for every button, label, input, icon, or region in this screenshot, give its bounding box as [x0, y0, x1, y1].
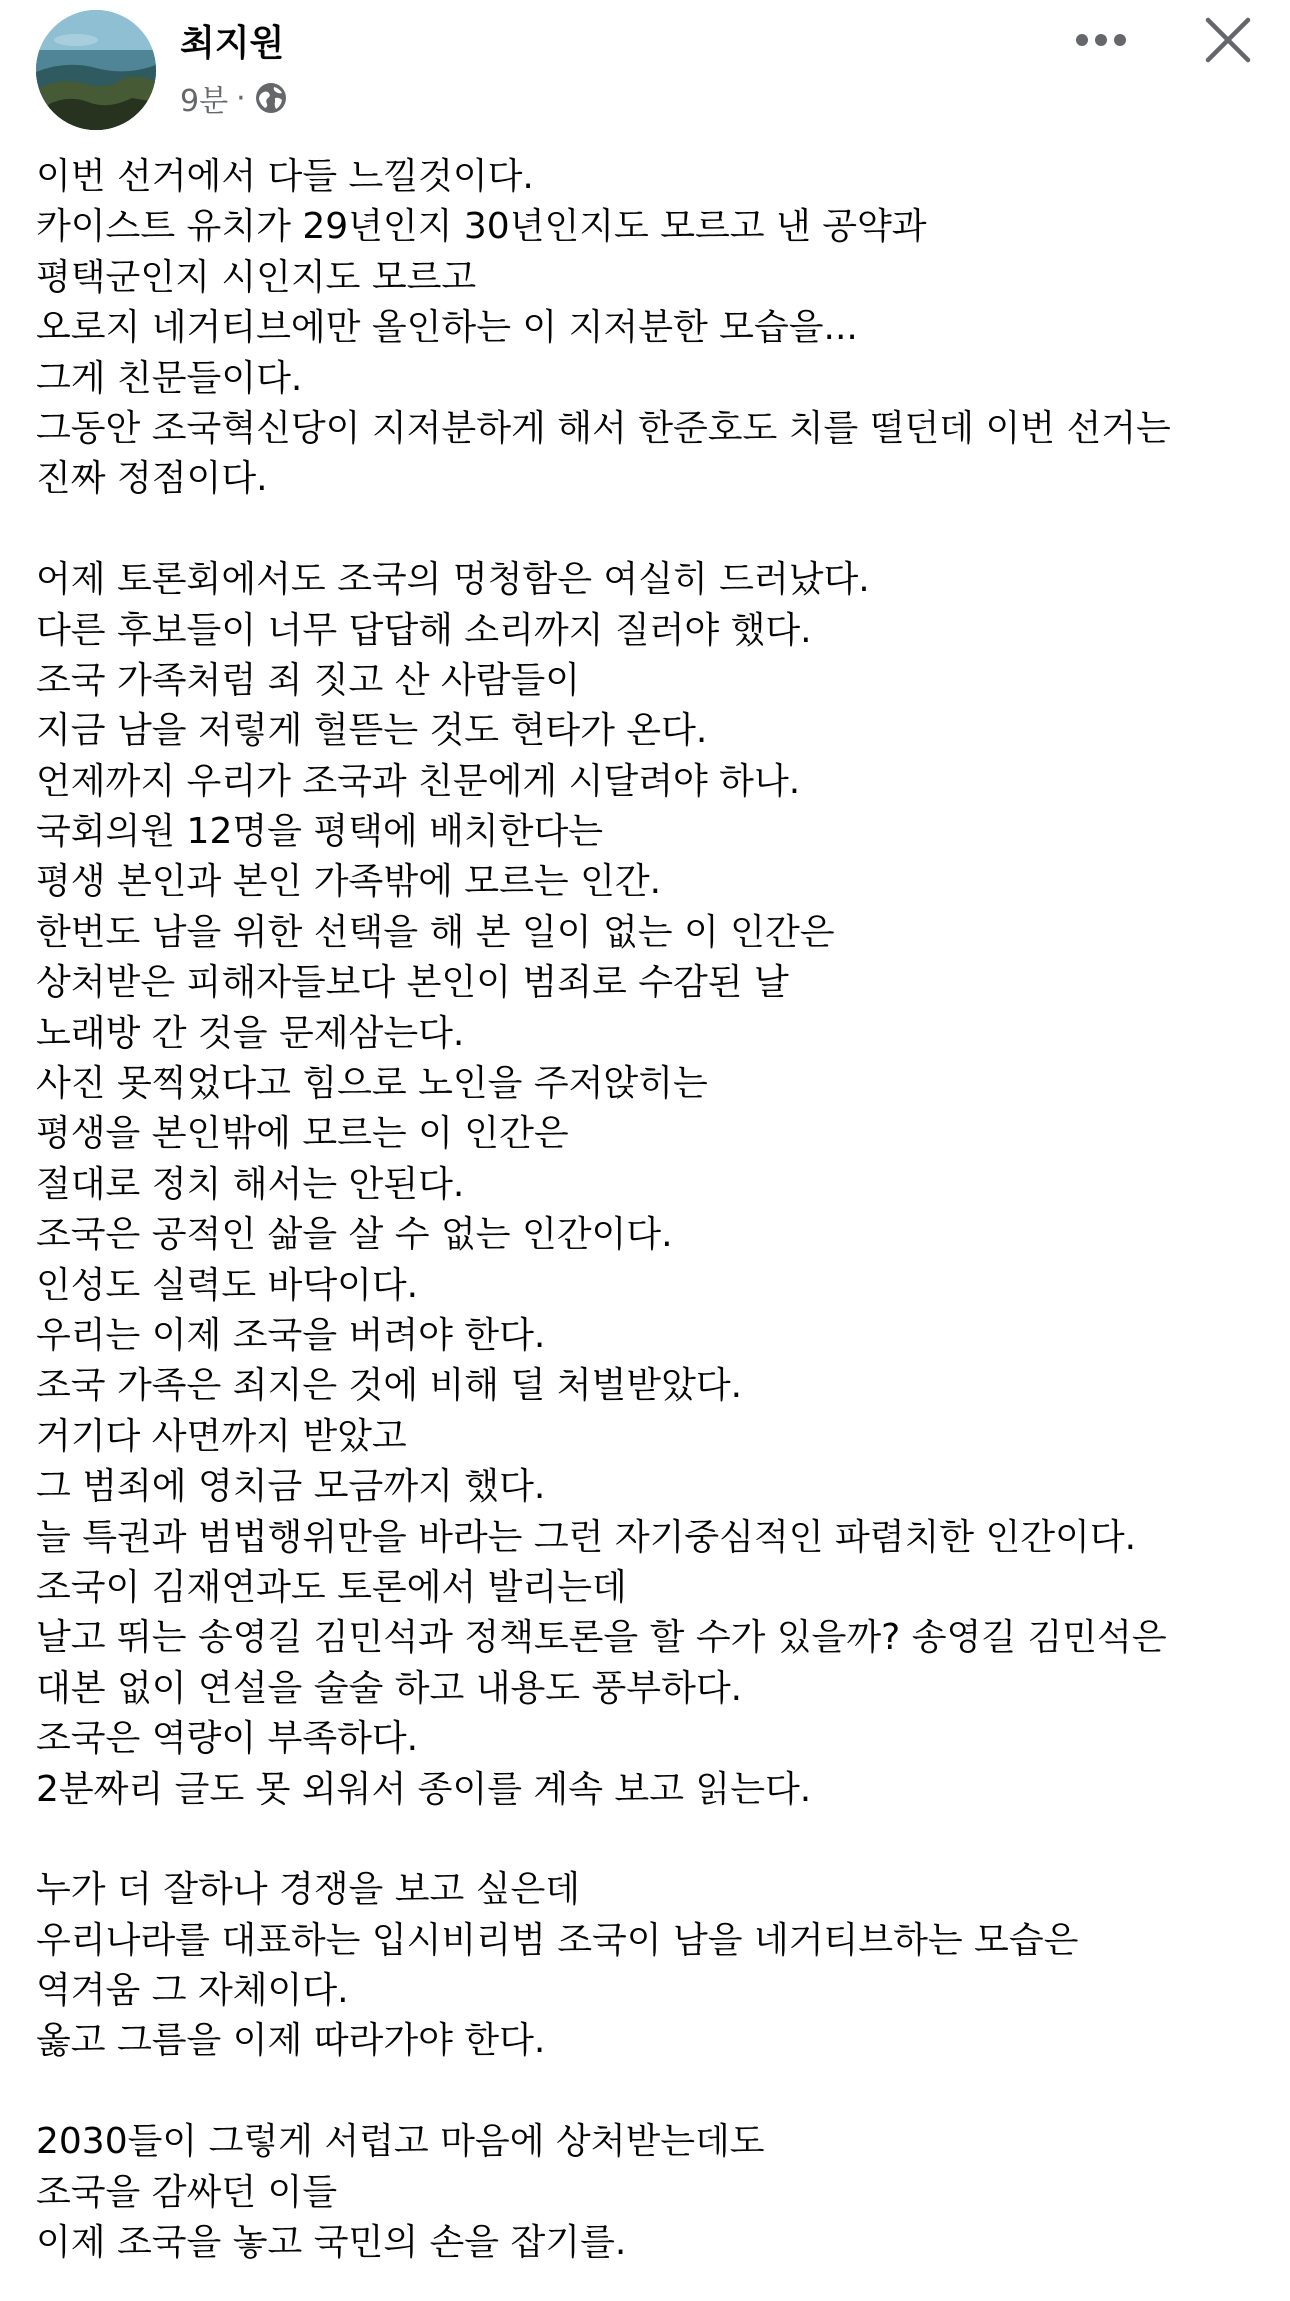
more-horizontal-icon[interactable] — [1066, 18, 1136, 62]
close-icon[interactable] — [1200, 12, 1256, 68]
post-line: 대본 없이 연설을 술술 하고 내용도 풍부하다. — [36, 1667, 743, 1709]
post-line: 노래방 간 것을 문제삼는다. — [36, 1012, 465, 1054]
post-line: 조국 가족은 죄지은 것에 비해 덜 처벌받았다. — [36, 1365, 743, 1407]
post-line: 다른 후보들이 너무 답답해 소리까지 질러야 했다. — [36, 609, 812, 651]
post-line: 인성도 실력도 바닥이다. — [36, 1264, 419, 1306]
post-line: 누가 더 잘하나 경쟁을 보고 싶은데 — [36, 1869, 581, 1911]
post-line: 진짜 정점이다. — [36, 458, 268, 500]
post-line: 2분짜리 글도 못 외워서 종이를 계속 보고 읽는다. — [36, 1768, 812, 1810]
post-line: 역겨움 그 자체이다. — [36, 1970, 349, 2012]
post-line: 우리나라를 대표하는 입시비리범 조국이 남을 네거티브하는 모습은 — [36, 1919, 1079, 1961]
post-line: 평택군인지 시인지도 모르고 — [36, 256, 477, 298]
post-line: 오로지 네거티브에만 올인하는 이 지저분한 모습을... — [36, 307, 858, 349]
post-line: 조국은 역량이 부족하다. — [36, 1718, 419, 1760]
author-avatar[interactable] — [36, 10, 156, 130]
post-line: 국회의원 12명을 평택에 배치한다는 — [36, 811, 604, 853]
post-line: 평생을 본인밖에 모르는 이 인간은 — [36, 1113, 569, 1155]
post-line: 절대로 정치 해서는 안된다. — [36, 1163, 465, 1205]
post-text — [36, 152, 1266, 2268]
post-meta — [180, 78, 288, 118]
post-line: 평생 본인과 본인 가족밖에 모르는 인간. — [36, 861, 662, 903]
post-line: 거기다 사면까지 받았고 — [36, 1415, 407, 1457]
avatar-photo-icon — [36, 10, 156, 130]
post-line: 상처받은 피해자들보다 본인이 범죄로 수감된 날 — [36, 962, 789, 1004]
post-line: 어제 토론회에서도 조국의 멍청함은 여실히 드러났다. — [36, 559, 870, 601]
post-line: 그동안 조국혁신당이 지저분하게 해서 한준호도 치를 떨던데 이번 선거는 — [36, 407, 1171, 449]
post-blank-line — [36, 505, 1266, 555]
post-time[interactable]: 9분 — [180, 84, 229, 119]
post-line: 옳고 그름을 이제 따라가야 한다. — [36, 2020, 546, 2062]
post-line: 그게 친문들이다. — [36, 357, 303, 399]
post-blank-line — [36, 2067, 1266, 2117]
post-line: 날고 뛰는 송영길 김민석과 정책토론을 할 수가 있을까? 송영길 김민석은 — [36, 1617, 1167, 1659]
post-line: 한번도 남을 위한 선택을 해 본 일이 없는 이 인간은 — [36, 911, 835, 953]
globe-icon — [254, 81, 288, 115]
post-line: 조국은 공적인 삶을 살 수 없는 인간이다. — [36, 1214, 673, 1256]
post-line: 이제 조국을 놓고 국민의 손을 잡기를. — [36, 2222, 627, 2264]
post-line: 늘 특권과 범법행위만을 바라는 그런 자기중심적인 파렴치한 인간이다. — [36, 1516, 1137, 1558]
post-line: 사진 못찍었다고 힘으로 노인을 주저앉히는 — [36, 1063, 708, 1105]
post-line: 지금 남을 저렇게 헐뜯는 것도 현타가 온다. — [36, 710, 708, 752]
post-line: 조국이 김재연과도 토론에서 발리는데 — [36, 1566, 627, 1608]
post-line: 카이스트 유치가 29년인지 30년인지도 모르고 낸 공약과 — [36, 206, 927, 248]
author-name[interactable]: 최지원 — [180, 23, 285, 64]
post-line: 언제까지 우리가 조국과 친문에게 시달려야 하나. — [36, 760, 801, 802]
post-line: 조국 가족처럼 죄 짓고 산 사람들이 — [36, 659, 581, 701]
meta-separator: · — [236, 80, 246, 116]
post-line: 2030들이 그렇게 서럽고 마음에 상처받는데도 — [36, 2121, 765, 2163]
post-header — [0, 0, 1290, 140]
post-blank-line — [36, 1815, 1266, 1865]
post-line: 이번 선거에서 다들 느낄것이다. — [36, 156, 534, 197]
post-line: 그 범죄에 영치금 모금까지 했다. — [36, 1466, 546, 1508]
post-line: 조국을 감싸던 이들 — [36, 2171, 338, 2213]
post-line: 우리는 이제 조국을 버려야 한다. — [36, 1314, 546, 1356]
